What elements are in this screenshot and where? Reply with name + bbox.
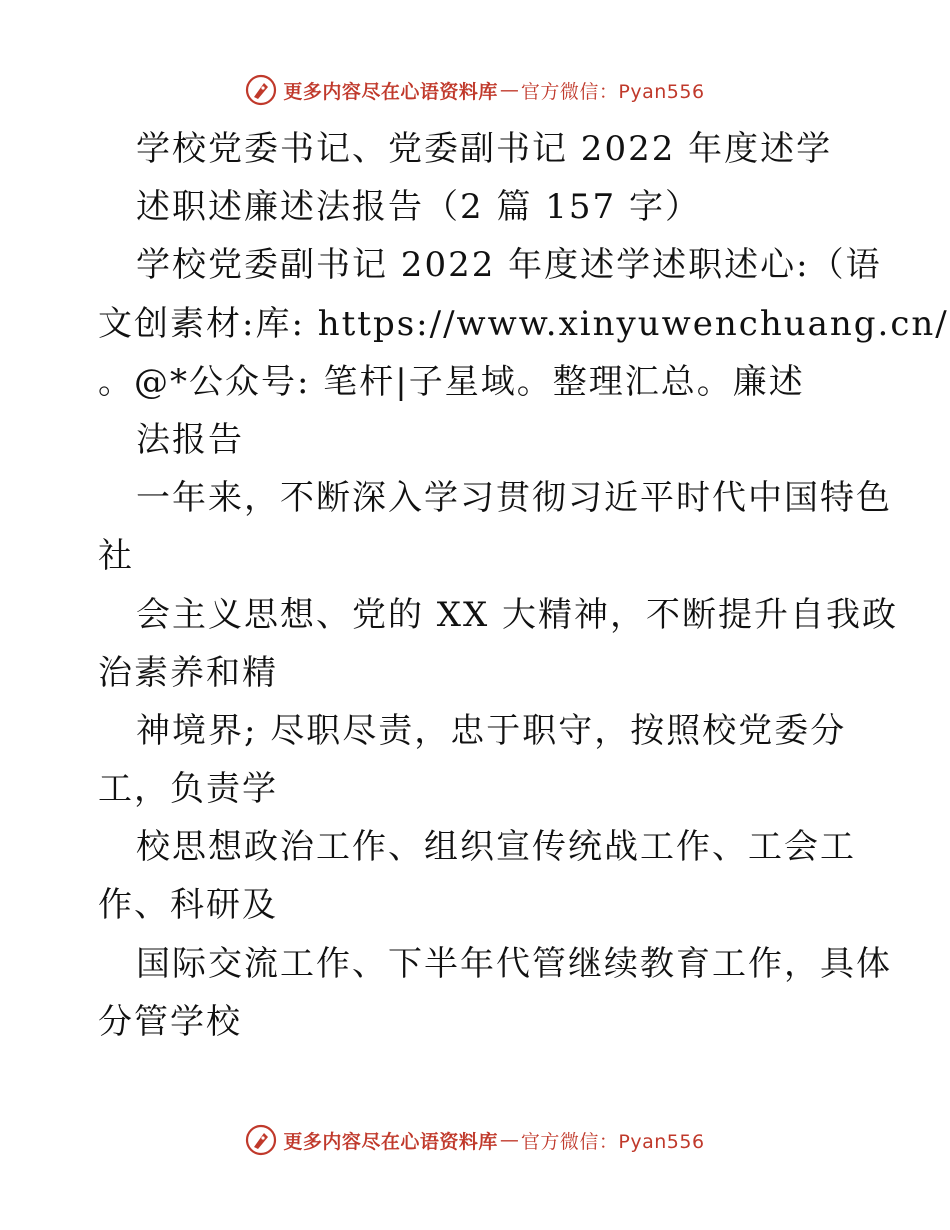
banner-wechat: 官方微信：Pyan556 <box>520 80 705 103</box>
text-line: 法报告 <box>136 419 244 460</box>
banner-text: 更多内容尽在心语资料库 <box>283 80 498 103</box>
banner-dash: — <box>499 79 519 101</box>
text-line: 校思想政治工作、组织宣传统战工作、工会工 <box>136 827 856 868</box>
text-line: 社 <box>98 536 134 577</box>
text-line: 国际交流工作、下半年代管继续教育工作，具体 <box>136 943 892 984</box>
pen-nib-logo-icon <box>245 74 277 106</box>
text-line: 作、科研及 <box>98 885 278 926</box>
text-line: 会主义思想、党的 XX 大精神，不断提升自我政 <box>136 594 899 635</box>
banner-dash: — <box>499 1129 519 1151</box>
text-line: 。@*公众号: 笔杆|子星域。整理汇总。廉述 <box>98 361 805 402</box>
pen-nib-logo-icon <box>245 1124 277 1156</box>
footer-banner <box>0 1120 950 1160</box>
text-line: 学校党委副书记 2022 年度述学述职述心:（语 <box>136 245 882 286</box>
text-line: 分管学校 <box>98 1001 242 1042</box>
text-line: 一年来，不断深入学习贯彻习近平时代中国特色 <box>136 478 892 519</box>
text-line: 述职述廉述法报告（2 篇 157 字） <box>136 187 701 228</box>
text-line: 学校党委书记、党委副书记 2022 年度述学 <box>136 129 833 169</box>
text-line: 神境界; 尽职尽责，忠于职守，按照校党委分 <box>136 710 847 751</box>
text-line: 工，负责学 <box>98 769 278 810</box>
document-body <box>98 120 949 1051</box>
text-line: 文创素材:库: https://www.xinyuwenchuang.cn/ <box>98 303 949 344</box>
banner-wechat: 官方微信：Pyan556 <box>520 1130 705 1153</box>
header-banner <box>0 70 950 110</box>
text-line: 治素养和精 <box>98 652 278 693</box>
banner-text: 更多内容尽在心语资料库 <box>283 1130 498 1153</box>
